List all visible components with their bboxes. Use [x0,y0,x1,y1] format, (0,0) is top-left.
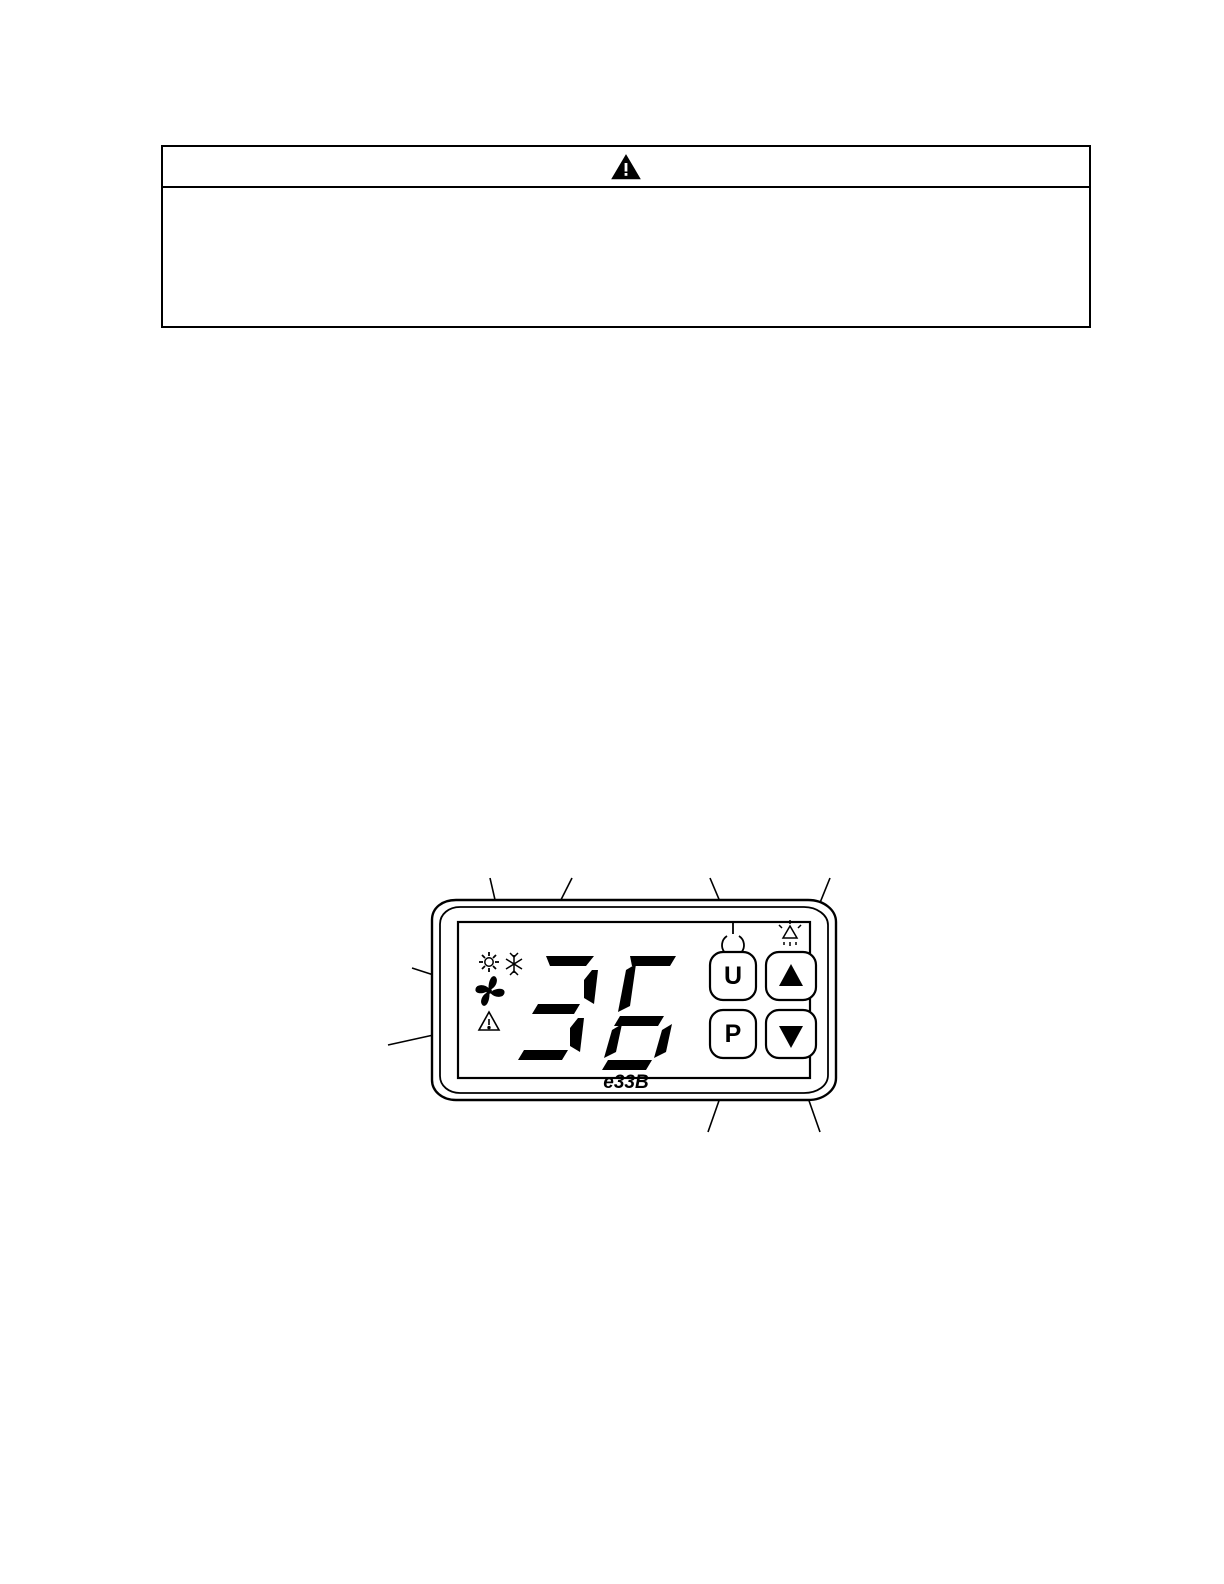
device-model-label: e33B [603,1072,649,1093]
down-button[interactable] [766,1010,816,1058]
p-button[interactable] [710,1010,756,1058]
warning-box [161,145,1091,328]
display-panel [458,922,810,1078]
warning-box-header [163,147,1089,188]
u-button-label: U [723,962,743,990]
warning-triangle-icon [611,154,641,180]
controller-diagram [380,860,880,1150]
u-button[interactable] [710,952,756,1000]
up-button[interactable] [766,952,816,1000]
warning-box-body [163,188,1089,202]
p-button-label: P [724,1020,742,1048]
